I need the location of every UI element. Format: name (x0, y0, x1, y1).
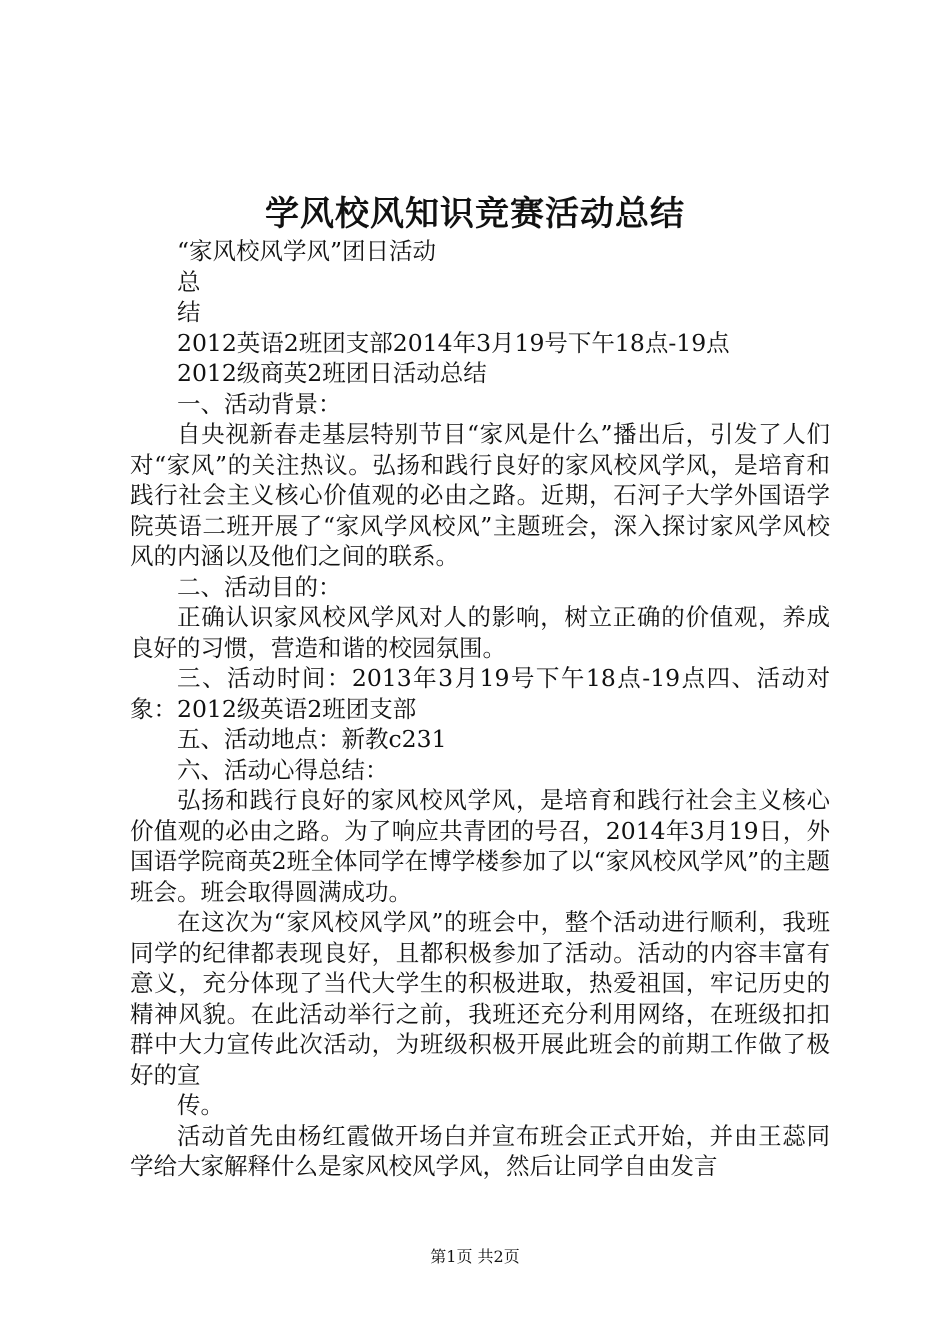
paragraph-summary-1: 弘扬和践行良好的家风校风学风，是培育和践行社会主义核心价值观的必由之路。为了响应共青团的号召，2014年3月19日，外国语学院商英2班全体同学在博学楼参加了以“家风校风学风”的主题班会。班会取得圆满成功。 (130, 786, 830, 906)
document-body (130, 236, 830, 1182)
paragraph-summary-3: 活动首先由杨红霞做开场白并宣布班会正式开始，并由王蕊同学给大家解释什么是家风校风学风，然后让同学自由发言 (130, 1121, 830, 1180)
subtitle-line: “家风校风学风”团日活动 (177, 237, 437, 265)
paragraph-purpose: 正确认识家风校风学风对人的影响，树立正确的价值观，养成良好的习惯，营造和谐的校园氛围。 (130, 603, 830, 662)
class-info-line: 2012级商英2班团日活动总结 (177, 359, 487, 387)
section-heading: 二、活动目的： (177, 572, 342, 601)
section-heading: 六、活动心得总结： (177, 755, 389, 784)
paragraph-time-target: 三、活动时间：2013年3月19号下午18点-19点四、活动对象：2012级英语2班团支部 (130, 664, 830, 723)
paragraph-summary-2-tail: 传。 (177, 1091, 224, 1119)
section-heading: 一、活动背景： (177, 389, 342, 418)
class-info-line: 2012英语2班团支部2014年3月19号下午18点-19点 (177, 328, 730, 357)
document-title: 学风校风知识竞赛活动总结 (265, 194, 685, 234)
page-footer: 第1页 共2页 (430, 1247, 520, 1266)
subtitle-line: 结 (177, 298, 201, 326)
paragraph-summary-2: 在这次为“家风校风学风”的班会中，整个活动进行顺利，我班同学的纪律都表现良好，且都积极参加了活动。活动的内容丰富有意义，充分体现了当代大学生的积极进取，热爱祖国，牢记历史的精神风貌。在此活动举行之前，我班还充分利用网络，在班级扣扣群中大力宣传此次活动，为班级积极开展此班会的前期工作做了极好的宣 (130, 908, 830, 1089)
paragraph-background: 自央视新春走基层特别节目“家风是什么”播出后，引发了人们对“家风”的关注热议。弘扬和践行良好的家风校风学风，是培育和践行社会主义核心价值观的必由之路。近期，石河子大学外国语学院英语二班开展了“家风学风校风”主题班会，深入探讨家风学风校风的内涵以及他们之间的联系。 (130, 420, 830, 570)
subtitle-line: 总 (177, 267, 201, 296)
section-heading: 五、活动地点：新教c231 (177, 725, 447, 753)
